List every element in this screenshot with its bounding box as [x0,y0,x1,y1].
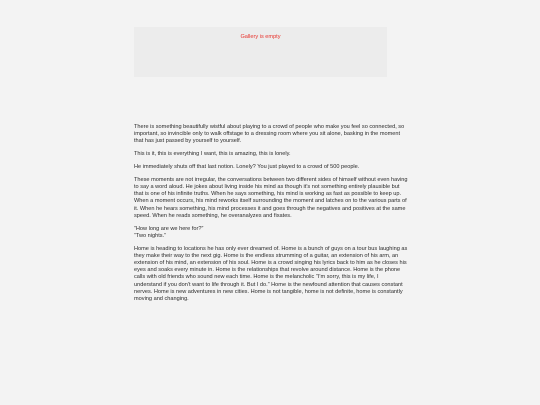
article-paragraph: Home is heading to locations he has only ever dreamed of. Home is a bunch of guys on a tour bus laughing as they make their way to the next gig. Home is the endless strumming of a guitar, an extension of his arm, an extension of his mind, an extension of his soul. Home is a crowd singing his lyrics back to him as he closes his eyes and soaks every minute in. Home is the relationships that revolve around distance. Home is the phone calls with old friends who sound new each time. Home is the melancholic “I’m sorry, this is my life, I understand if you don’t want to life through it. But I do.” Home is the newfound attention that causes constant nerves. Home is new adventures in new cities. Home is not tangible, home is not definite, home is constantly moving and changing. [134,245,408,303]
article-paragraph: He immediately shuts off that last notion. Lonely? You just played to a crowd of 500 people. [134,164,360,170]
article-body [134,124,408,309]
quote-line: “How long are we here for?” [134,225,204,232]
article-paragraph: This is it, this is everything I want, this is amazing, this is lonely. [134,151,291,158]
gallery-placeholder [134,27,387,77]
article-paragraph: There is something beautifully wistful about playing to a crowd of people who make you feel so connected, so important, so invincible only to walk offstage to a dressing room where you sit alone, basking in the moment that has just passed by yourself to yourself. [134,124,405,145]
dialogue-quote [134,226,408,240]
article-paragraph: These moments are not irregular, the conversations between two different sides of himself without even having to say a word aloud. He jokes about living inside his mind as though it’s not something entirely plausible but that is one of his infinite truths. When he says something, his mind is working as fast as possible to keep up. When a moment occurs, his mind reworks itself surrounding the moment and latches on to the various parts of it. When he hears something, his mind processes it and goes through the negatives and positives at the same speed. When he reads something, he overanalyzes and fixates. [134,176,408,219]
quote-line: “Two nights.” [134,232,167,239]
gallery-empty-message: Gallery is empty [240,34,281,40]
